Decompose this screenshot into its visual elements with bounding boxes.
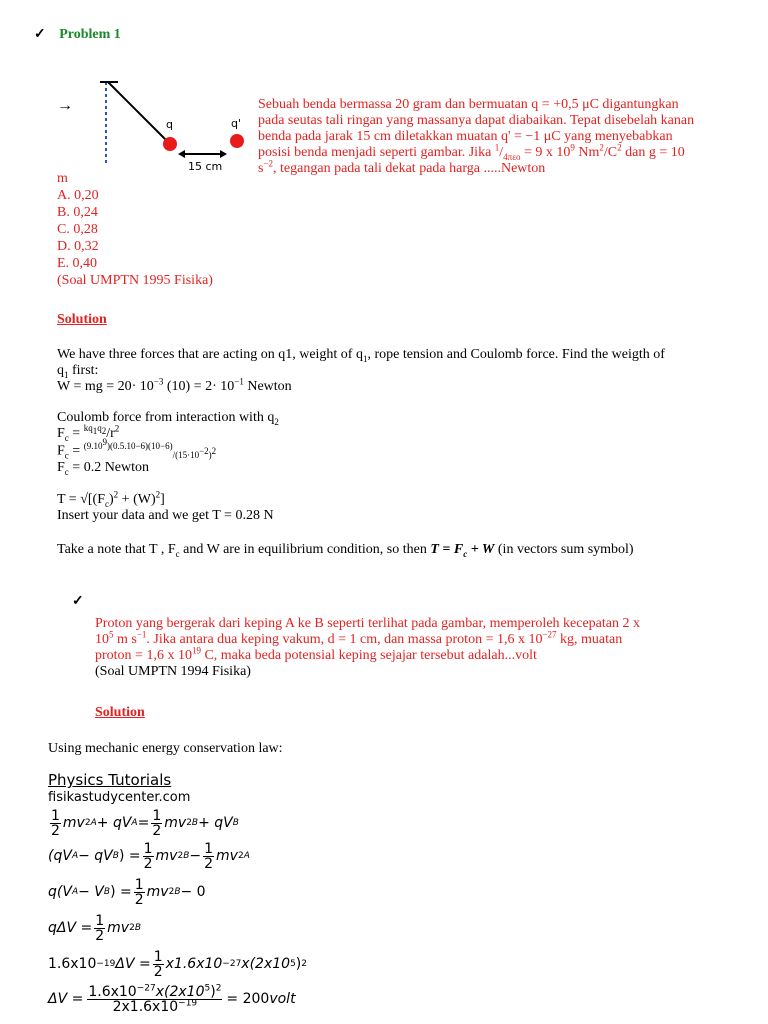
option-d: D. 0,32 xyxy=(57,239,99,254)
problem1-title: Problem 1 xyxy=(59,27,121,42)
label-distance: 15 cm xyxy=(188,160,223,173)
stray-m: m xyxy=(57,171,68,186)
check-icon: ✓ xyxy=(34,27,46,42)
equation-line-5: 1.6x10 −19 ΔV = $\frac{1}{2}$ x1.6x10 −27 x(2x10 5 ) 2 xyxy=(48,948,307,980)
problem1-line: Sebuah benda bermassa 20 gram dan bermuatan q = +0,5 μC digantungkan xyxy=(258,97,679,112)
option-b: B. 0,24 xyxy=(57,205,98,220)
equation-line-6: ΔV = $\frac{1.6x10^{-27}x(2x10^5)^2}{2x1.6x10^{-19}}$ = 200 volt xyxy=(48,982,296,1015)
option-e: E. 0,40 xyxy=(57,256,98,271)
solution2-heading: Solution xyxy=(95,705,145,720)
equation-line-4: qΔV = $\frac{1}{2}$ mv 2 B xyxy=(48,912,142,944)
label-qp: q' xyxy=(231,117,242,130)
string-line xyxy=(108,82,168,142)
problem1-line: pada seutas tali ringan yang massanya dapat diabaikan. Tepat disebelah kanan xyxy=(258,113,695,128)
problem2-text xyxy=(95,616,755,680)
energy-intro: Using mechanic energy conservation law: xyxy=(48,741,283,756)
option-a: A. 0,20 xyxy=(57,188,99,203)
problem1-options xyxy=(57,171,213,289)
equilibrium-note: Take a note that T , $F_c$ and W are in equilibrium condition, so then $T = F_c + W$ (in vectors sum symbol) xyxy=(57,541,634,559)
coulomb-intro: Coulomb force from interaction with $q_2$ xyxy=(57,410,279,427)
tension-result: Insert your data and we get T = 0.28 N xyxy=(57,507,274,523)
equation-line-1: $\frac{1}{2}$ mv 2 A + qV A = $\frac{1}{2}$ mv 2 B + qV B xyxy=(51,807,239,839)
charge-q-ball xyxy=(163,137,177,151)
coulomb-substitution: $F_c = ^{(9.10^9)(0.5.10-6)(10-6)}_{/(15\cdot 10^{-2})^2}$ xyxy=(57,437,217,461)
problem2-line: $10^5$ m $s^{-1}$. Jika antara dua keping vakum, d = 1 cm, dan massa proton = 1,6 x $10^{-27}$ kg, muatan xyxy=(95,629,623,647)
solution1-body: We have three forces that are acting on q1, weight of $q_1$, rope tension and Coulomb force. Find the weigth of $q_1$ first: W = mg = $20\cdot 10^{-3}$ $(10) = 2\cdot 10^{-1}$ Newton Coulomb force from interaction with $q_2$ $F_c = ^{kq_1q_2}/r^2$ $F_c = ^{(9.10^9)(0.5.10-6)(10-6)}_{/(15\cdot 10^{-2})^2}$ $F_c = 0.2$ Newton $T = √[(F_c)^2 + (W)^2]$ Insert your data and we get T = 0.28 N Take a note that T , $F_c$ and W are in equilibrium condition, so then $T = F_c + W$ (in vectors sum symbol) xyxy=(57,347,747,558)
problem1-source: (Soal UMPTN 1995 Fisika) xyxy=(57,273,213,288)
brand-title: Physics Tutorials xyxy=(48,771,172,789)
problem1-text xyxy=(258,97,758,177)
label-q: q xyxy=(166,118,173,131)
brand-block xyxy=(48,772,190,806)
check-icon: ✓ xyxy=(72,594,84,609)
option-c: C. 0,28 xyxy=(57,222,98,237)
problem1-line: posisi benda menjadi seperti gambar. Jika $^1/_{4\pi\varepsilon o} = 9$ x $10^9$ $Nm^2/C^2$ dan g = 10 xyxy=(258,142,685,162)
tension-formula: $T = √[(F_c)^2 + (W)^2]$ xyxy=(57,489,165,509)
pendulum-figure xyxy=(98,78,260,178)
equation-line-3: q(V A − V B ) = $\frac{1}{2}$ mv 2 B − 0 xyxy=(48,876,206,908)
arrow-icon: → xyxy=(57,97,73,114)
charge-qp-ball xyxy=(230,134,244,148)
problem1-line: $s^{-2}$, tegangan pada tali dekat pada harga .....Newton xyxy=(258,158,546,176)
problem2-source: (Soal UMPTN 1994 Fisika) xyxy=(95,664,251,679)
solution1-intro: We have three forces that are acting on q1, weight of $q_1$, rope tension and Coulomb force. Find the weigth of xyxy=(57,347,665,364)
weight-equation: W = mg = $20\cdot 10^{-3}$ $(10) = 2\cdot 10^{-1}$ Newton xyxy=(57,376,292,394)
problem2-line: proton = 1,6 x $10^{19}$ C, maka beda potensial keping sejajar tersebut adalah...volt xyxy=(95,645,537,663)
coulomb-result: $F_c = 0.2$ Newton xyxy=(57,459,150,477)
solution1-heading: Solution xyxy=(57,312,107,327)
problem2-line: Proton yang bergerak dari keping A ke B seperti terlihat pada gambar, memperoleh kecepatan 2 x xyxy=(95,616,640,631)
equation-line-2: (qV A − qV B ) = $\frac{1}{2}$ mv 2 B − $\frac{1}{2}$ mv 2 A xyxy=(48,840,250,872)
coulomb-formula: $F_c = ^{kq_1q_2}/r^2$ xyxy=(57,423,120,443)
brand-url: fisikastudycenter.com xyxy=(48,790,191,805)
problem1-header xyxy=(34,27,121,43)
problem1-line: benda pada jarak 15 cm diletakkan muatan q' = −1 μC yang menyebabkan xyxy=(258,129,673,144)
energy-derivation xyxy=(48,808,307,1016)
